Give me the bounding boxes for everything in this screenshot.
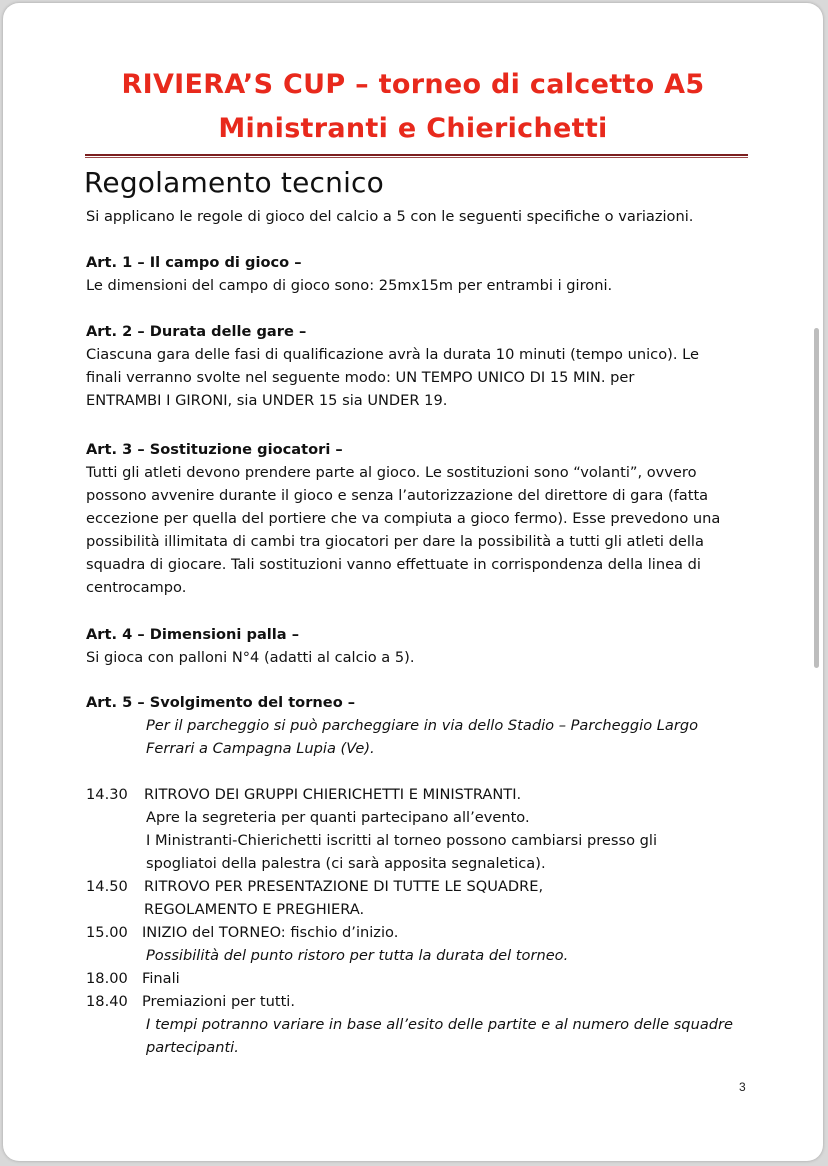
schedule-item: INIZIO del TORNEO: fischio d’inizio. (142, 924, 399, 941)
parking-line-1: Per il parcheggio si può parcheggiare in via dello Stadio – Parcheggio Largo (146, 717, 699, 734)
art3-line: squadra di giocare. Tali sostituzioni vanno effettuate in corrispondenza della linea di (86, 556, 701, 573)
schedule-note: I tempi potranno variare in base all’esito delle partite e al numero delle squadre (146, 1016, 733, 1033)
title-line-1: RIVIERA’S CUP – torneo di calcetto A5 (121, 69, 705, 100)
section-heading: Regolamento tecnico (84, 166, 384, 199)
schedule-time: 18.00 (86, 970, 128, 987)
schedule-time: 14.30 (86, 786, 128, 803)
schedule-note: I Ministranti-Chierichetti iscritti al torneo possono cambiarsi presso gli (146, 832, 658, 849)
art3-line: centrocampo. (86, 579, 187, 596)
vertical-scrollbar[interactable] (814, 328, 819, 668)
art3-line: eccezione per quella del portiere che va compiuta a gioco fermo). Esse prevedono una (86, 510, 721, 527)
intro-text: Si applicano le regole di gioco del calcio a 5 con le seguenti specifiche o variazioni. (86, 208, 694, 225)
schedule-item: RITROVO PER PRESENTAZIONE DI TUTTE LE SQUADRE, (144, 878, 544, 895)
schedule-note: Possibilità del punto ristoro per tutta la durata del torneo. (146, 947, 569, 964)
schedule-time: 18.40 (86, 993, 128, 1010)
title-divider-thin (85, 157, 748, 158)
art4-title: Art. 4 – Dimensioni palla – (86, 626, 300, 643)
parking-line-2: Ferrari a Campagna Lupia (Ve). (146, 740, 375, 757)
art3-title: Art. 3 – Sostituzione giocatori – (86, 441, 343, 458)
art2-line: ENTRAMBI I GIRONI, sia UNDER 15 sia UNDER 19. (86, 392, 448, 409)
schedule-item: Finali (142, 970, 180, 987)
schedule-item: REGOLAMENTO E PREGHIERA. (144, 901, 365, 918)
art3-line: possibilità illimitata di cambi tra giocatori per dare la possibilità a tutti gli atleti della (86, 533, 704, 550)
art2-line: Ciascuna gara delle fasi di qualificazione avrà la durata 10 minuti (tempo unico). Le (86, 346, 699, 363)
title-divider (85, 154, 748, 156)
schedule-item: RITROVO DEI GRUPPI CHIERICHETTI E MINISTRANTI. (144, 786, 522, 803)
page-number: 3 (739, 1080, 746, 1094)
art4-body: Si gioca con palloni N°4 (adatti al calcio a 5). (86, 649, 415, 666)
art3-line: Tutti gli atleti devono prendere parte al gioco. Le sostituzioni sono “volanti”, ovvero (86, 464, 697, 481)
schedule-note: Apre la segreteria per quanti partecipano all’evento. (146, 809, 530, 826)
art2-line: finali verranno svolte nel seguente modo: UN TEMPO UNICO DI 15 MIN. per (86, 369, 635, 386)
art1-title: Art. 1 – Il campo di gioco – (86, 254, 302, 271)
schedule-item: Premiazioni per tutti. (142, 993, 295, 1010)
document-page (3, 3, 823, 1161)
art3-body (86, 461, 720, 599)
art1-body: Le dimensioni del campo di gioco sono: 25mx15m per entrambi i gironi. (86, 277, 613, 294)
schedule-time: 15.00 (86, 924, 128, 941)
schedule-time: 14.50 (86, 878, 128, 895)
schedule-note: partecipanti. (146, 1039, 239, 1056)
art2-title: Art. 2 – Durata delle gare – (86, 323, 307, 340)
art2-body (86, 343, 699, 412)
title-line-2: Ministranti e Chierichetti (218, 113, 608, 144)
art3-line: possono avvenire durante il gioco e senza l’autorizzazione del direttore di gara (fatta (86, 487, 709, 504)
schedule-note: spogliatoi della palestra (ci sarà apposita segnaletica). (146, 855, 546, 872)
art5-title: Art. 5 – Svolgimento del torneo – (86, 694, 356, 711)
